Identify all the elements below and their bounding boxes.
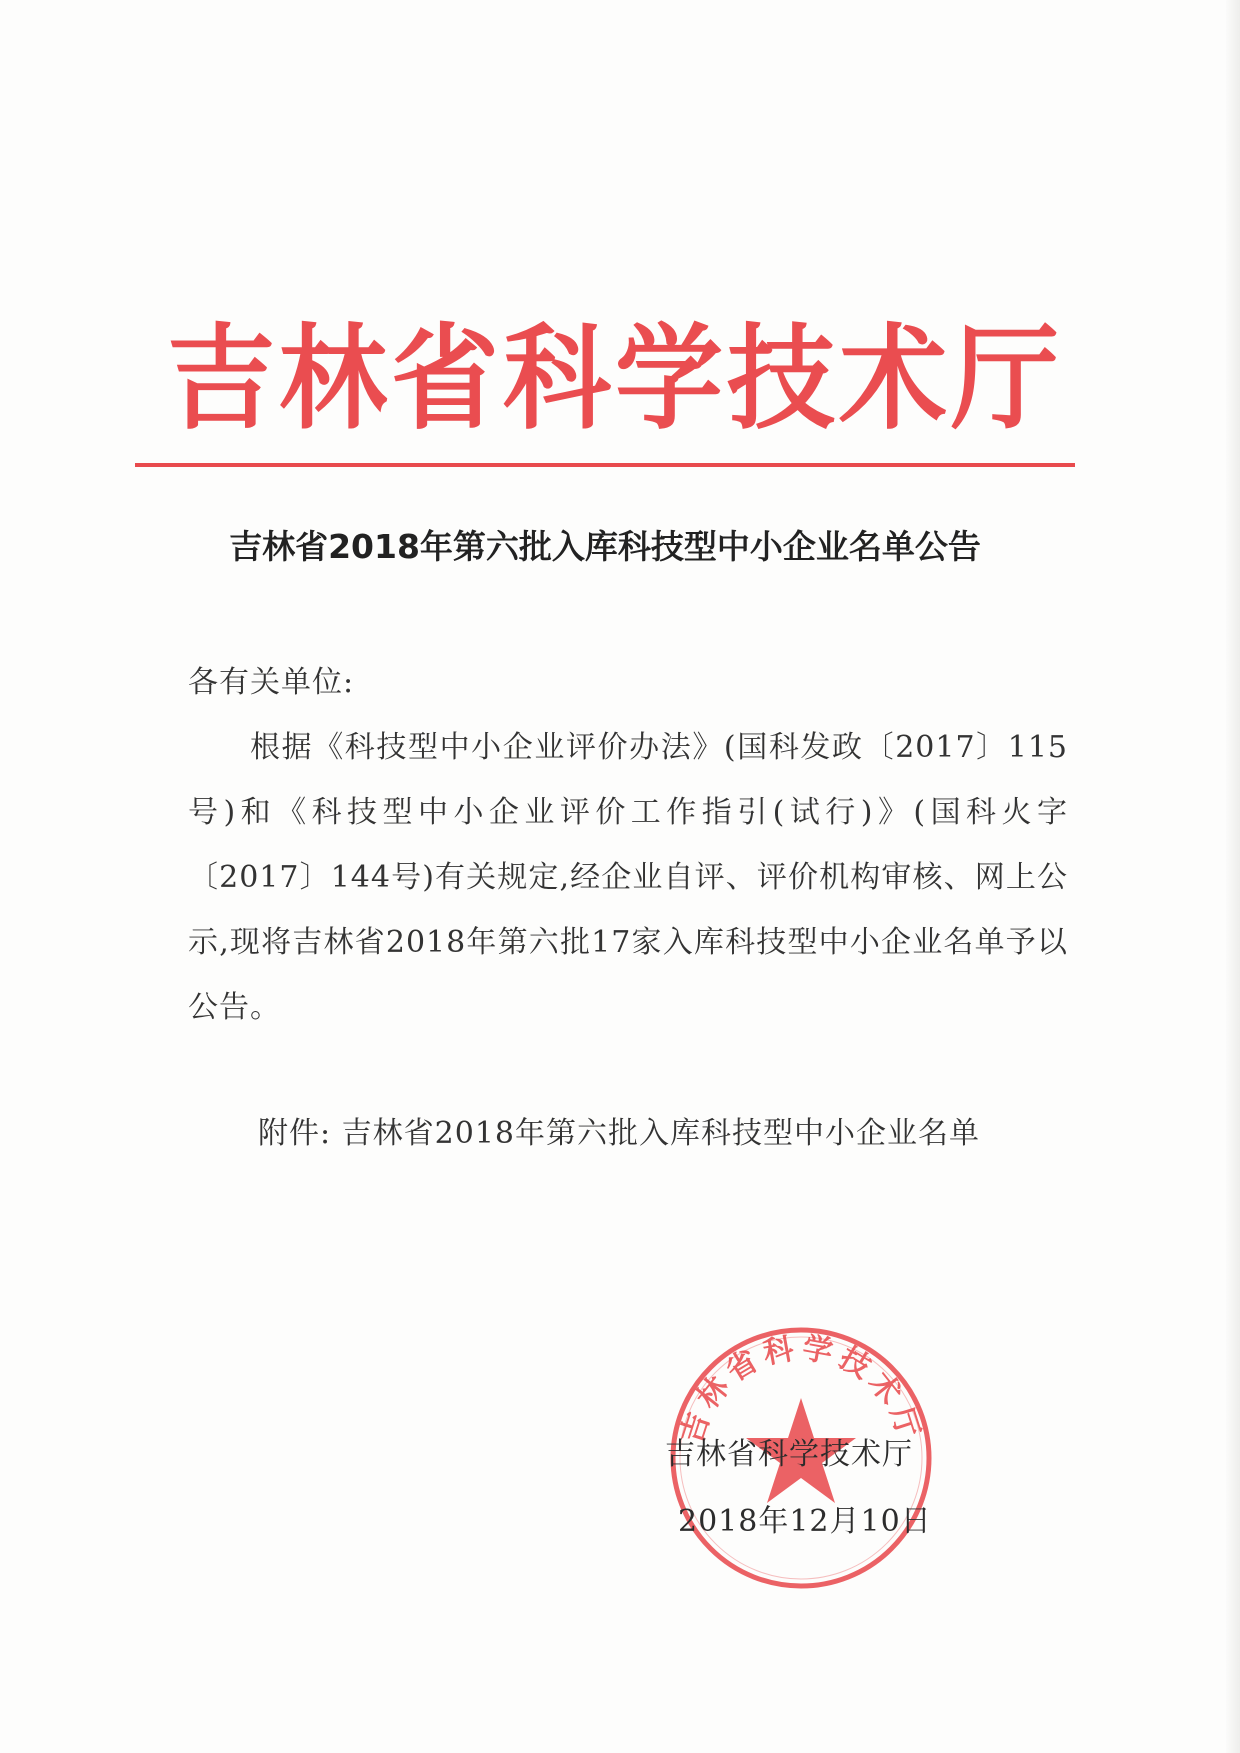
body-paragraph: 根据《科技型中小企业评价办法》(国科发政〔2017〕115号)和《科技型中小企业评价工作指引(试行)》(国科火字〔2017〕144号)有关规定,经企业自评、评价机构审核、网上公示,现将吉林省2018年第六批17家入库科技型中小企业名单予以公告。 <box>188 730 1068 1025</box>
salutation: 各有关单位: <box>188 665 355 700</box>
notice-body <box>188 650 1068 1040</box>
red-divider-rule <box>135 463 1075 467</box>
attachment-line: 附件: 吉林省2018年第六批入库科技型中小企业名单 <box>258 1116 980 1151</box>
signer-org: 吉林省科学技术厅 <box>665 1437 913 1472</box>
notice-title: 吉林省2018年第六批入库科技型中小企业名单公告 <box>229 527 981 566</box>
seal-arc-text: 吉林省科学技术厅 <box>674 1330 928 1448</box>
masthead: 吉林省科学技术厅 <box>166 313 1063 446</box>
signature-date: 2018年12月10日 <box>678 1504 932 1539</box>
scan-edge-shadow <box>1226 0 1240 1753</box>
